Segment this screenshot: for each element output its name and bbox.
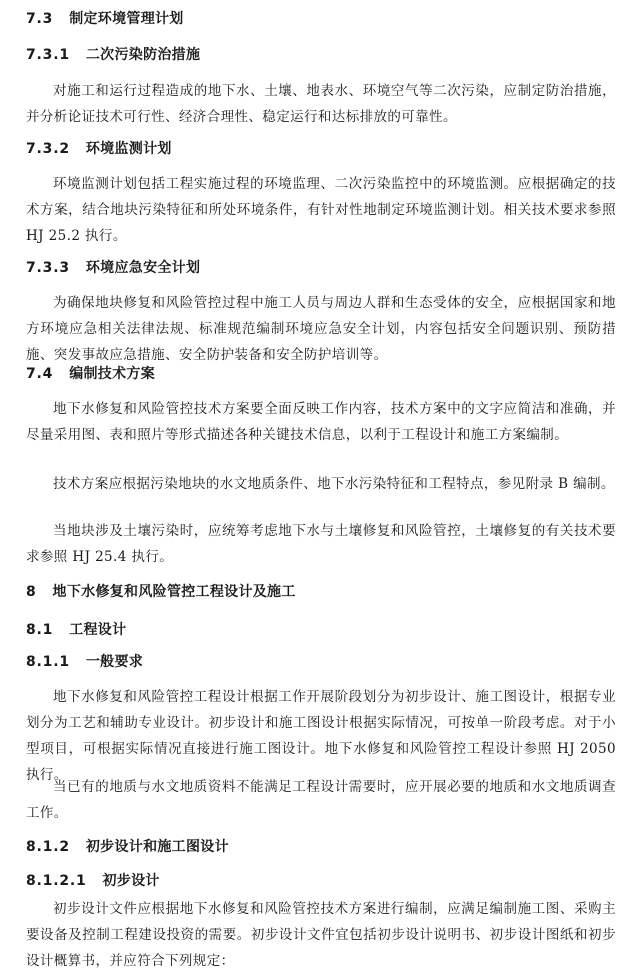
heading-8-1-2 [26, 838, 229, 856]
heading-title: 初步设计和施工图设计 [85, 839, 229, 855]
heading-number: 7.3 [26, 11, 54, 27]
paragraph-tech-plan-3: 当地块涉及土壤污染时，应统筹考虑地下水与土壤修复和风险管控，土壤修复的有关技术要求参照 HJ 25.4 执行。 [26, 523, 616, 565]
paragraph-secondary-pollution: 对施工和运行过程造成的地下水、土壤、地表水、环境空气等二次污染，应制定防治措施，并分析论证技术可行性、经济合理性、稳定运行和达标排放的可靠性。 [26, 83, 616, 125]
heading-number: 7.3.1 [26, 47, 70, 63]
heading-title: 编制技术方案 [69, 366, 156, 382]
heading-title: 二次污染防治措施 [85, 47, 201, 63]
heading-8-1-2-1 [26, 872, 160, 890]
heading-number: 8 [26, 584, 37, 600]
paragraph-general-2: 当已有的地质与水文地质资料不能满足工程设计需要时，应开展必要的地质和水文地质调查工作。 [26, 779, 616, 821]
paragraph-emergency: 为确保地块修复和风险管控过程中施工人员与周边人群和生态受体的安全，应根据国家和地方环境应急相关法律法规、标准规范编制环境应急安全计划，内容包括安全问题识别、预防措施、突发事故应急措施、安全防护装备和安全防护培训等。 [26, 295, 616, 363]
heading-7-3-1 [26, 46, 200, 64]
paragraph-preliminary: 初步设计文件应根据地下水修复和风险管控技术方案进行编制，应满足编制施工图、采购主要设备及控制工程建设投资的需要。初步设计文件宜包括初步设计说明书、初步设计图纸和初步设计概算书，并应符合下列规定： [26, 901, 616, 969]
heading-number: 7.3.3 [26, 260, 70, 276]
heading-title: 环境应急安全计划 [85, 260, 201, 276]
paragraph-tech-plan-1: 地下水修复和风险管控技术方案要全面反映工作内容，技术方案中的文字应简洁和准确，并尽量采用图、表和照片等形式描述各种关键技术信息，以利于工程设计和施工方案编制。 [26, 401, 616, 443]
heading-title: 制定环境管理计划 [69, 11, 184, 27]
heading-title: 一般要求 [85, 654, 144, 670]
paragraph-monitoring: 环境监测计划包括工程实施过程的环境监理、二次污染监控中的环境监测。应根据确定的技术方案，结合地块污染特征和所处环境条件，有针对性地制定环境监测计划。相关技术要求参照 HJ 25.2 执行。 [26, 176, 616, 244]
heading-title: 工程设计 [69, 622, 127, 638]
heading-number: 8.1.2 [26, 839, 70, 855]
heading-8 [26, 583, 296, 601]
paragraph-tech-plan-2: 技术方案应根据污染地块的水文地质条件、地下水污染特征和工程特点，参见附录 B 编制。 [53, 476, 615, 492]
heading-title: 初步设计 [102, 873, 160, 889]
heading-8-1-1 [26, 653, 143, 671]
heading-number: 8.1.1 [26, 654, 70, 670]
heading-title: 环境监测计划 [85, 141, 172, 157]
heading-number: 7.4 [26, 366, 54, 382]
heading-8-1 [26, 621, 126, 639]
heading-number: 8.1.2.1 [26, 873, 87, 889]
heading-title: 地下水修复和风险管控工程设计及施工 [52, 584, 296, 600]
heading-number: 7.3.2 [26, 141, 70, 157]
heading-7-3-2 [26, 140, 172, 158]
heading-number: 8.1 [26, 622, 54, 638]
heading-7-3-3 [26, 259, 200, 277]
heading-7-4 [26, 365, 155, 383]
heading-7-3 [26, 10, 184, 28]
paragraph-general-1: 地下水修复和风险管控工程设计根据工作开展阶段划分为初步设计、施工图设计，根据专业划分为工艺和辅助专业设计。初步设计和施工图设计根据实际情况，可按单一阶段考虑。对于小型项目，可根据实际情况直接进行施工图设计。地下水修复和风险管控工程设计参照 HJ 2050 执行。 [26, 689, 616, 783]
